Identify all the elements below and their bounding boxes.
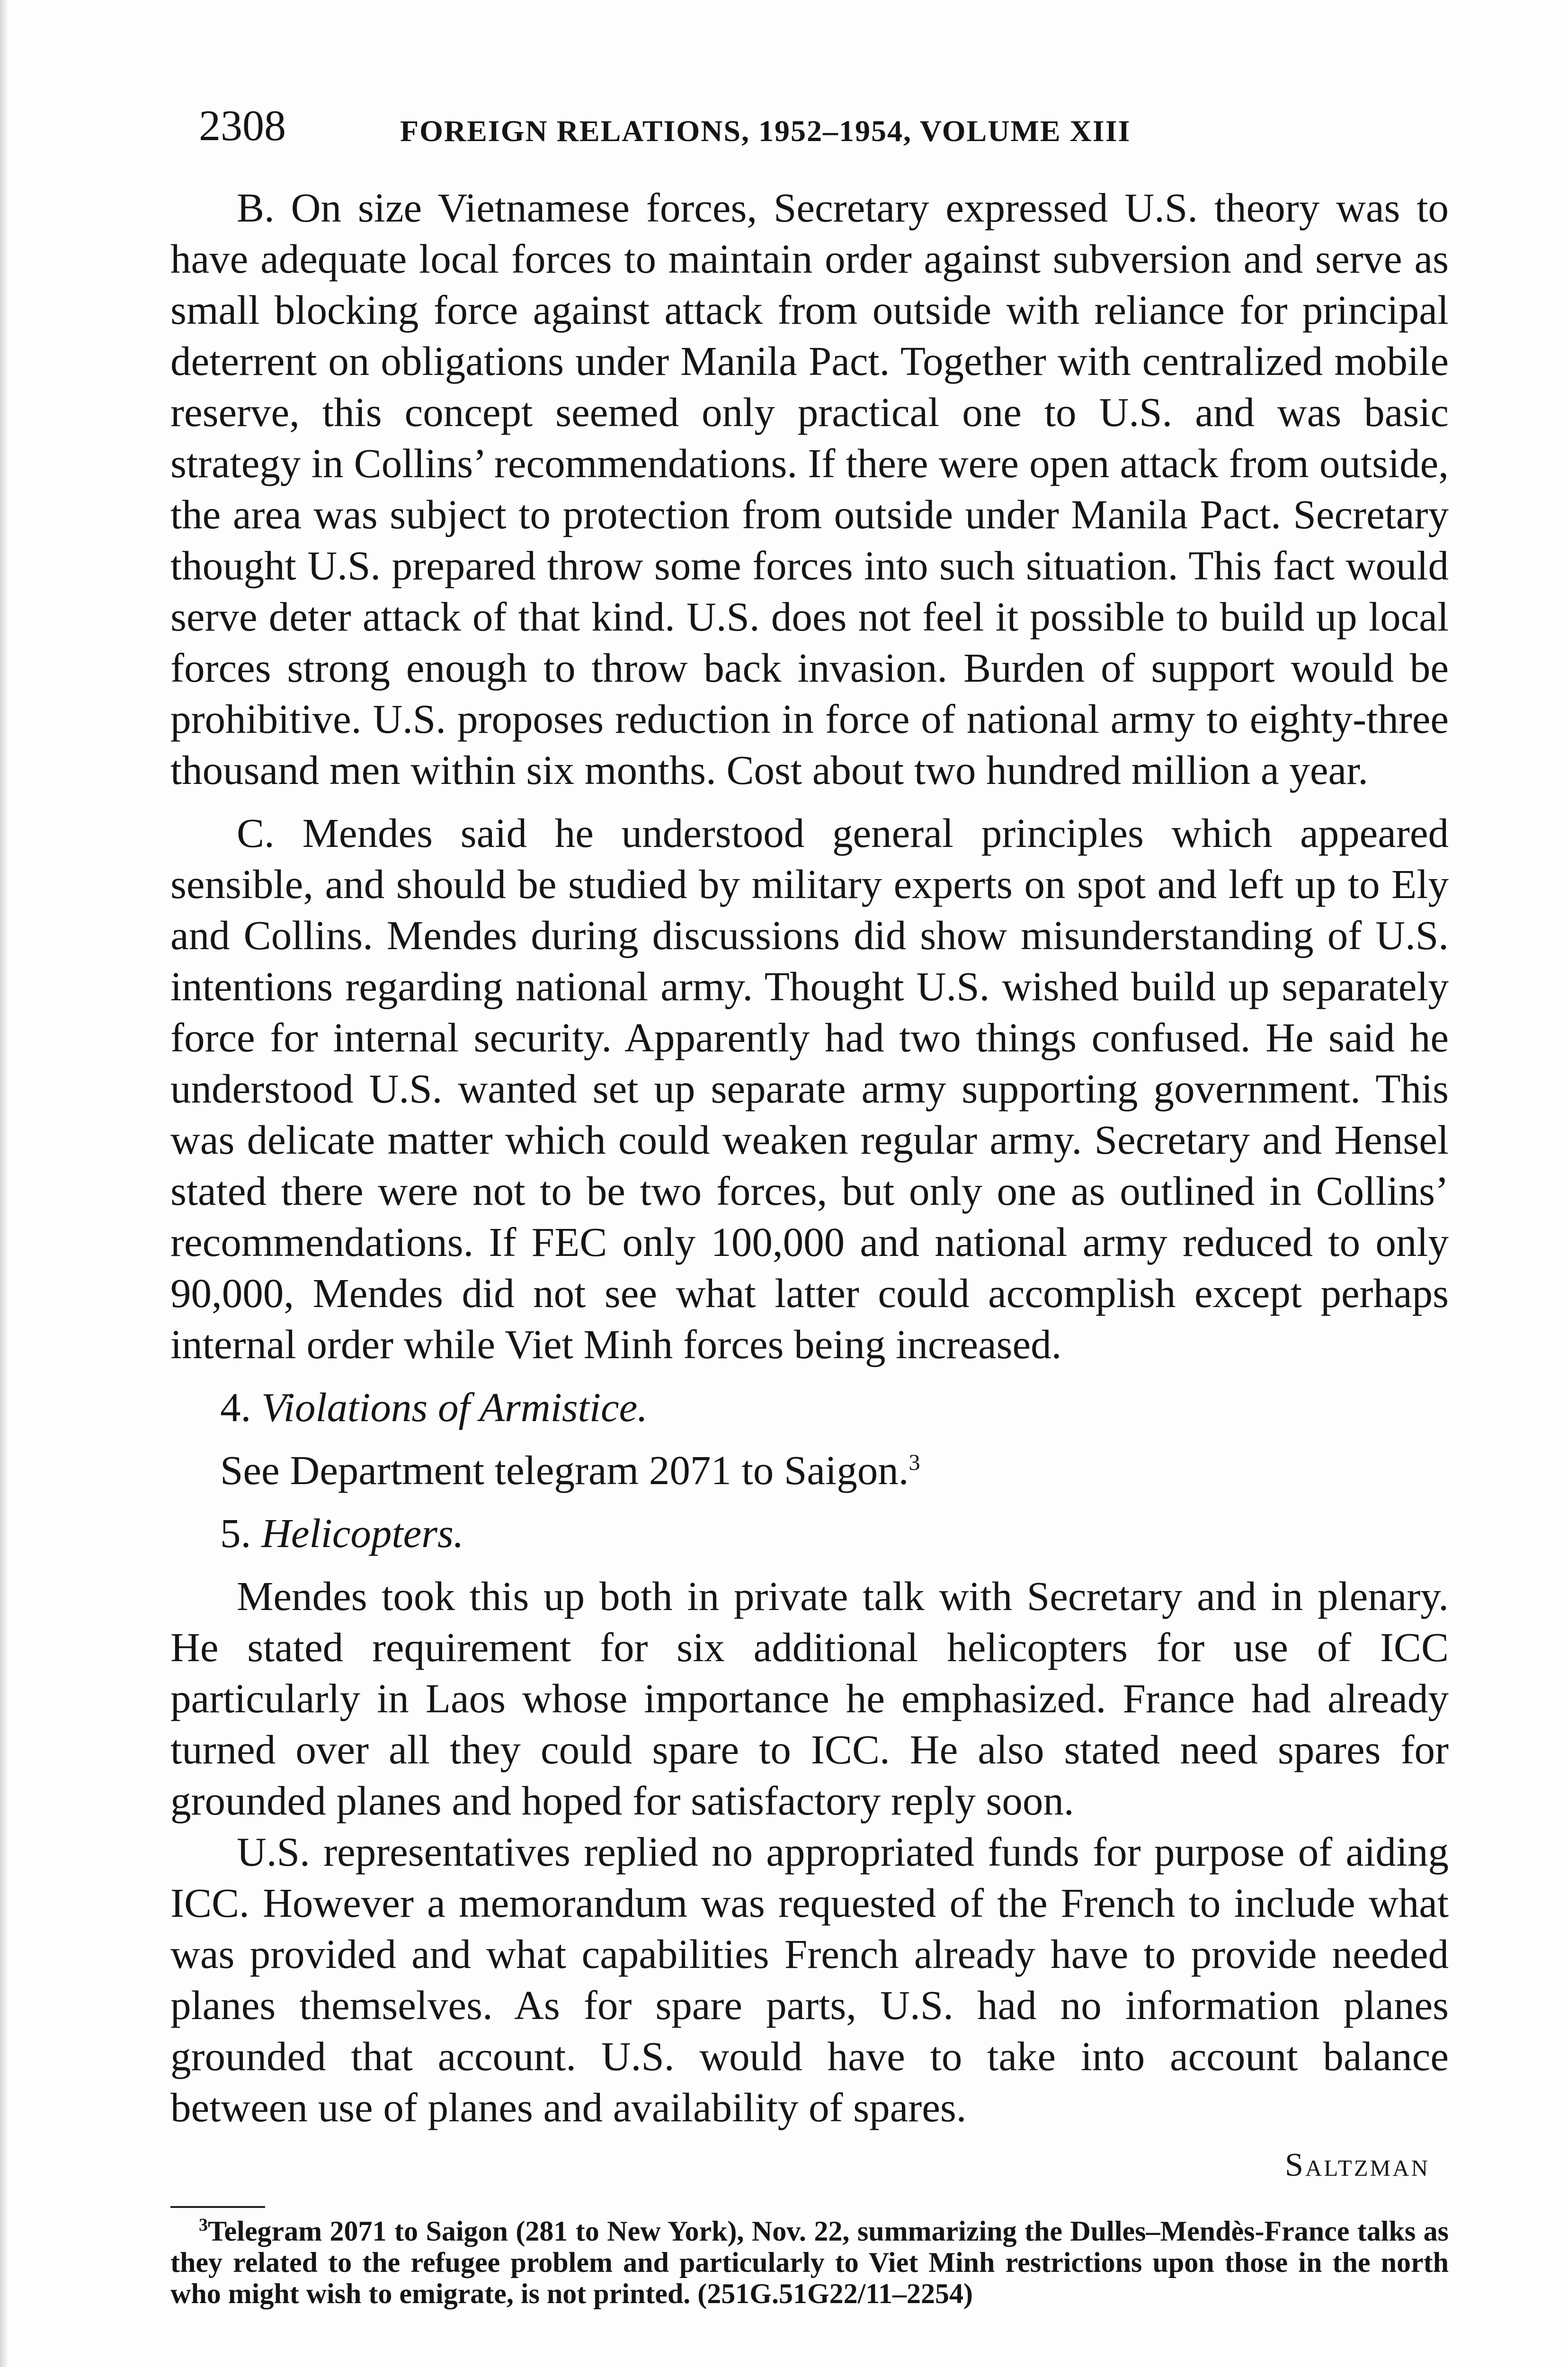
paragraph-5a: Mendes took this up both in private talk with Secretary and in plenary. He stated requirement for six additional helicopters for use of ICC particularly in Laos whose importance he emphasized. France had already turned over all they could spare to ICC. He also stated need spares for grounded planes and hoped for satisfactory reply soon.: [170, 1573, 1449, 1824]
section-4-sentence: See Department telegram 2071 to Saigon.: [220, 1447, 909, 1493]
footnote-reference: 3: [909, 1450, 920, 1475]
page-number: 2308: [199, 101, 286, 150]
document-body: [170, 182, 1449, 2189]
paragraph-c: C. Mendes said he understood general principles which appeared sensible, and should be studied by military experts on spot and left up to Ely and Collins. Mendes during discussions did show misunderstanding of U.S. intentions regarding national army. Thought U.S. wished build up separately force for internal security. Apparently had two things confused. He said he understood U.S. wanted set up separate army supporting government. This was delicate matter which could weaken regular army. Secretary and Hensel stated there were not to be two forces, but only one as outlined in Collins’ recommendations. If FEC only 100,000 and national army reduced to only 90,000, Mendes did not see what latter could accomplish except perhaps internal order while Viet Minh forces being increased.: [170, 810, 1449, 1367]
section-5-number: 5.: [220, 1510, 251, 1556]
section-4-number: 4.: [220, 1384, 251, 1430]
scan-edge: [0, 0, 9, 2367]
signature: Saltzman: [1285, 2147, 1430, 2183]
paragraph-5b: U.S. representatives replied no appropriated funds for purpose of aiding ICC. However a memorandum was requested of the French to include what was provided and what capabilities French already have to provide needed planes themselves. As for spare parts, U.S. had no information planes grounded that account. U.S. would have to take into account balance between use of planes and availability of spares.: [170, 1829, 1449, 2130]
section-4-text: [170, 1445, 1449, 1496]
footnote-divider: [170, 2206, 265, 2208]
section-4-heading: [170, 1382, 1449, 1433]
footnote-marker: 3: [199, 2215, 208, 2235]
running-title: FOREIGN RELATIONS, 1952–1954, VOLUME XIII: [400, 114, 1131, 148]
footnote: [170, 2216, 1449, 2309]
section-5-title: Helicopters.: [261, 1510, 464, 1556]
paragraph-b: B. On size Vietnamese forces, Secretary expressed U.S. theory was to have adequate local forces to maintain order against subversion and serve as small blocking force against attack from outside with reliance for principal deterrent on obligations under Manila Pact. Together with centralized mobile reserve, this concept seemed only practical one to U.S. and was basic strategy in Collins’ recommendations. If there were open attack from outside, the area was subject to protection from outside under Manila Pact. Secretary thought U.S. prepared throw some forces into such situation. This fact would serve deter attack of that kind. U.S. does not feel it possible to build up local forces strong enough to throw back invasion. Burden of support would be prohibitive. U.S. proposes reduction in force of national army to eighty-three thousand men within six months. Cost about two hundred million a year.: [170, 185, 1449, 793]
section-5-heading: [170, 1508, 1449, 1559]
running-header: [199, 97, 1434, 163]
section-4-title: Violations of Armistice.: [261, 1384, 648, 1430]
footnote-text: Telegram 2071 to Saigon (281 to New York), Nov. 22, summarizing the Dulles–Mendès-France talks as they related to the refugee problem and particularly to Viet Minh restrictions upon those in the north who might wish to emigrate, is not printed. (251G.51G22/11–2254): [170, 2216, 1449, 2309]
